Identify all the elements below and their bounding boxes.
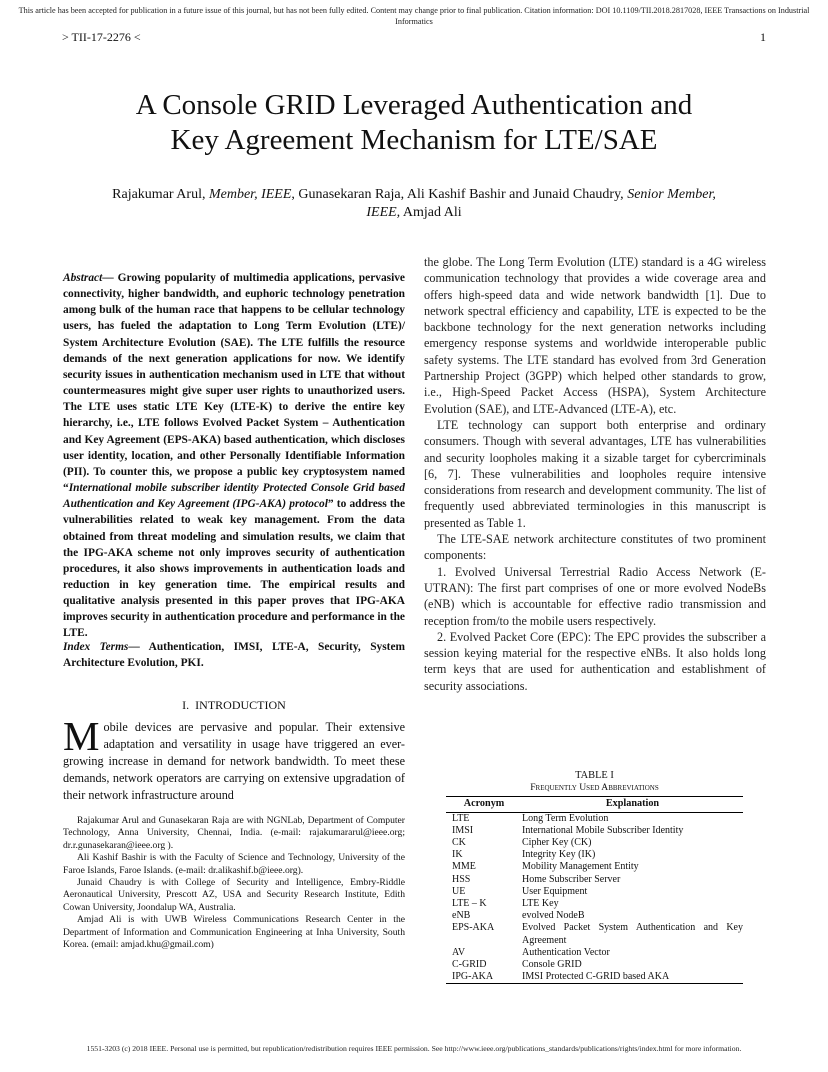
table-row xyxy=(446,947,743,959)
running-head: > TII-17-2276 < xyxy=(62,30,141,44)
table-row xyxy=(446,837,743,849)
table-number: TABLE I xyxy=(575,770,614,781)
table-row xyxy=(446,959,743,971)
acronym-cell: LTE – K xyxy=(452,898,487,910)
section-number: I. xyxy=(182,698,190,712)
explanation-cell: User Equipment xyxy=(522,885,588,897)
paper-title xyxy=(60,88,768,158)
acronym-cell: LTE xyxy=(452,812,470,824)
footnote: Amjad Ali is with UWB Wireless Communications Research Center in the Department of Information and Communication Engineering at Inha University, South Korea. (email: amjad.khu@gmail.com) xyxy=(63,914,405,951)
list-item-eutran: 1. Evolved Universal Terrestrial Radio Access Network (E-UTRAN): The first part comprises of one or more evolved NodeBs (eNB) which is accountable for effective radio transmission and reception from/to the mobile users respectively. xyxy=(424,564,766,628)
acronym-cell: eNB xyxy=(452,910,471,922)
explanation-cell: Authentication Vector xyxy=(522,946,610,958)
drop-cap: M xyxy=(63,713,100,759)
section-first-letter: I xyxy=(195,698,200,712)
table-row xyxy=(446,849,743,861)
page-number: 1 xyxy=(760,30,766,44)
table-row xyxy=(446,874,743,886)
authors-part-a: Rajakumar Arul, xyxy=(112,187,209,202)
acronym-cell: IK xyxy=(452,849,463,861)
index-terms-text: — Authentication, IMSI, LTE-A, Security, System Architecture Evolution, PKI. xyxy=(63,641,405,669)
title-line-2: Key Agreement Mechanism for LTE/SAE xyxy=(170,124,658,156)
table-row xyxy=(446,825,743,837)
acronym-cell: UE xyxy=(452,885,466,897)
body-paragraph: the globe. The Long Term Evolution (LTE) standard is a 4G wireless communication technology that provides a wide coverage area and offers high-speed data and wide network bandwidth [1]. Due to network spectral efficiency and capability, LTE is expected to be the backbone technology for the next generation networks including emergency response systems and worldwide interoperable public safety systems. The LTE standard has evolved from 3rd Generation Partnership Project (3GPP) which helped other standards to grow, i.e., High-Speed Packet Access (HSPA), System Architecture Evolution (SAE), and LTE-Advanced (LTE-A), etc. xyxy=(424,255,766,416)
acronym-cell: IPG-AKA xyxy=(446,971,522,984)
table-row xyxy=(446,922,743,946)
introduction-paragraph xyxy=(63,713,405,804)
explanation-cell: LTE Key xyxy=(522,898,559,910)
right-column-body xyxy=(424,254,766,694)
author-footnotes xyxy=(63,815,405,951)
explanation-cell: Console GRID xyxy=(522,959,582,971)
index-terms-label: Index Terms xyxy=(63,641,129,653)
acronym-cell: EPS-AKA xyxy=(452,922,495,934)
explanation-cell: Home Subscriber Server xyxy=(522,873,621,885)
copyright-notice: 1551-3203 (c) 2018 IEEE. Personal use is permitted, but republication/redistribution requires IEEE permission. See http://www.ieee.org/publications_standards/publications/rights/index.html for more information. xyxy=(86,1044,742,1053)
footnote: Rajakumar Arul and Gunasekaran Raja are with NGNLab, Department of Computer Technology, Anna University, Chennai, India. (e-mail: rajakumararul@ieee.org; dr.r.gunasekaran@ieee.org ). xyxy=(63,815,405,851)
table-row xyxy=(446,898,743,910)
authors-part-c: Amjad Ali xyxy=(400,205,462,220)
explanation-cell: International Mobile Subscriber Identity xyxy=(522,824,684,836)
author-list xyxy=(100,186,728,222)
table-caption: Frequently Used Abbreviations xyxy=(530,782,659,794)
section-heading xyxy=(63,698,405,713)
acronym-cell: C-GRID xyxy=(452,959,487,971)
authors-affiliation-a: Member, IEEE xyxy=(208,187,292,202)
explanation-cell: Integrity Key (IK) xyxy=(522,849,596,861)
table-row xyxy=(446,886,743,898)
list-item-epc: 2. Evolved Packet Core (EPC): The EPC provides the subscriber a session keying material for the respective eNBs. It also holds long term keys that are used for authentication and establishment of security associations. xyxy=(424,629,766,693)
table-row xyxy=(446,812,743,825)
table-header-row xyxy=(446,797,743,812)
acronym-cell: IMSI xyxy=(452,824,474,836)
explanation-cell: Long Term Evolution xyxy=(522,812,609,824)
abstract xyxy=(63,270,405,642)
abstract-label: Abstract xyxy=(63,272,103,284)
abstract-text-1: — Growing popularity of multimedia applications, pervasive connectivity, higher bandwidth, and euphoric technology penetration among bulk of the human race that happens to be cellular technology users, has fueled the adaptation to Long Term Evolution (LTE)/ System Architecture Evolution (SAE). The LTE fulfills the resource demands of the next generation applications for now. We identify security issues in authentication mechanism used in LTE that without countermeasures might give super user rights to unauthorized users. The LTE uses static LTE Key (LTE-K) to derive the entire key hierarchy, i.e., LTE follows Evolved Packet System – Authentication and Key Agreement (EPS-AKA) based authentication, which discloses user identity, location, and other Personally Identifiable Information (PII). To counter this, we propose a public key cryptosystem named “ xyxy=(63,272,405,495)
acronym-cell: CK xyxy=(452,837,466,849)
table-row xyxy=(446,861,743,873)
explanation-cell: evolved NodeB xyxy=(522,910,585,922)
introduction-text: obile devices are pervasive and popular. Their extensive adaptation and versatility in usage have triggered an ever-growing increase in demand for network bandwidth. To meet these demands, network operators are carrying on extensive upgradation of their network infrastructure around xyxy=(63,720,405,802)
column-header-acronym: Acronym xyxy=(446,797,522,812)
acronym-cell: AV xyxy=(452,946,466,958)
table-row xyxy=(446,971,743,984)
acronym-cell: MME xyxy=(452,861,476,873)
abbreviations-grid xyxy=(446,796,743,984)
journal-notice: This article has been accepted for publication in a future issue of this journal, but has not been fully edited. Content may change prior to final publication. Citation information: DOI 10.1109/TII.2018.2817028, IEEE Transactions on Industrial Informatics xyxy=(18,6,810,26)
explanation-cell: IMSI Protected C-GRID based AKA xyxy=(522,971,743,984)
column-header-explanation: Explanation xyxy=(522,797,743,812)
explanation-cell: Mobility Management Entity xyxy=(522,861,639,873)
body-paragraph: The LTE-SAE network architecture constitutes of two prominent components: xyxy=(424,532,766,563)
authors-affiliation-b: Senior Member, IEEE, xyxy=(366,187,716,220)
acronym-cell: HSS xyxy=(452,873,471,885)
authors-part-b: , Gunasekaran Raja, Ali Kashif Bashir and Junaid Chaudry, xyxy=(291,187,628,202)
abbreviations-table xyxy=(446,770,743,984)
table-row xyxy=(446,910,743,922)
body-paragraph: LTE technology can support both enterprise and ordinary consumers. Though with several advantages, LTE has vulnerabilities and security loopholes making it a sizable target for cybercriminals [6, 7]. These vulnerabilities and loopholes require intensive considerations from research and development community. The list of frequently used abbreviated terminologies in this manuscript is presented as Table 1. xyxy=(424,417,766,530)
explanation-cell: Evolved Packet System Authentication and Key Agreement xyxy=(522,922,743,946)
footnote: Junaid Chaudry is with College of Security and Intelligence, Embry-Riddle Aeronautical University, Prescott AZ, USA and Security Research Institute, Edith Cowan University, Joondalup WA, Australia. xyxy=(63,877,405,913)
abstract-text-2: ” to address the vulnerabilities related to weak key management. From the data obtained from threat modeling and simulation results, we claim that the IPG-AKA scheme not only improves security of authentication procedures, it also shows improvements in authentication loads and reduction in key generation time. The empirical results and qualitative analysis presented in this paper proves that IPG-AKA improves security in authentication procedure and performance in the LTE. xyxy=(63,498,406,640)
explanation-cell: Cipher Key (CK) xyxy=(522,837,592,849)
title-line-1: A Console GRID Leveraged Authentication and xyxy=(135,89,693,121)
footnote: Ali Kashif Bashir is with the Faculty of Science and Technology, University of the Faroe Islands, Faroe Islands. (e-mail: dr.alikashif.b@ieee.org). xyxy=(63,852,405,876)
abstract-protocol-name: International mobile subscriber identity Protected Console Grid based Authentication and Key Agreement (IPG-AKA) protocol xyxy=(63,482,405,511)
section-title-rest: NTRODUCTION xyxy=(199,698,286,712)
index-terms xyxy=(63,639,405,671)
